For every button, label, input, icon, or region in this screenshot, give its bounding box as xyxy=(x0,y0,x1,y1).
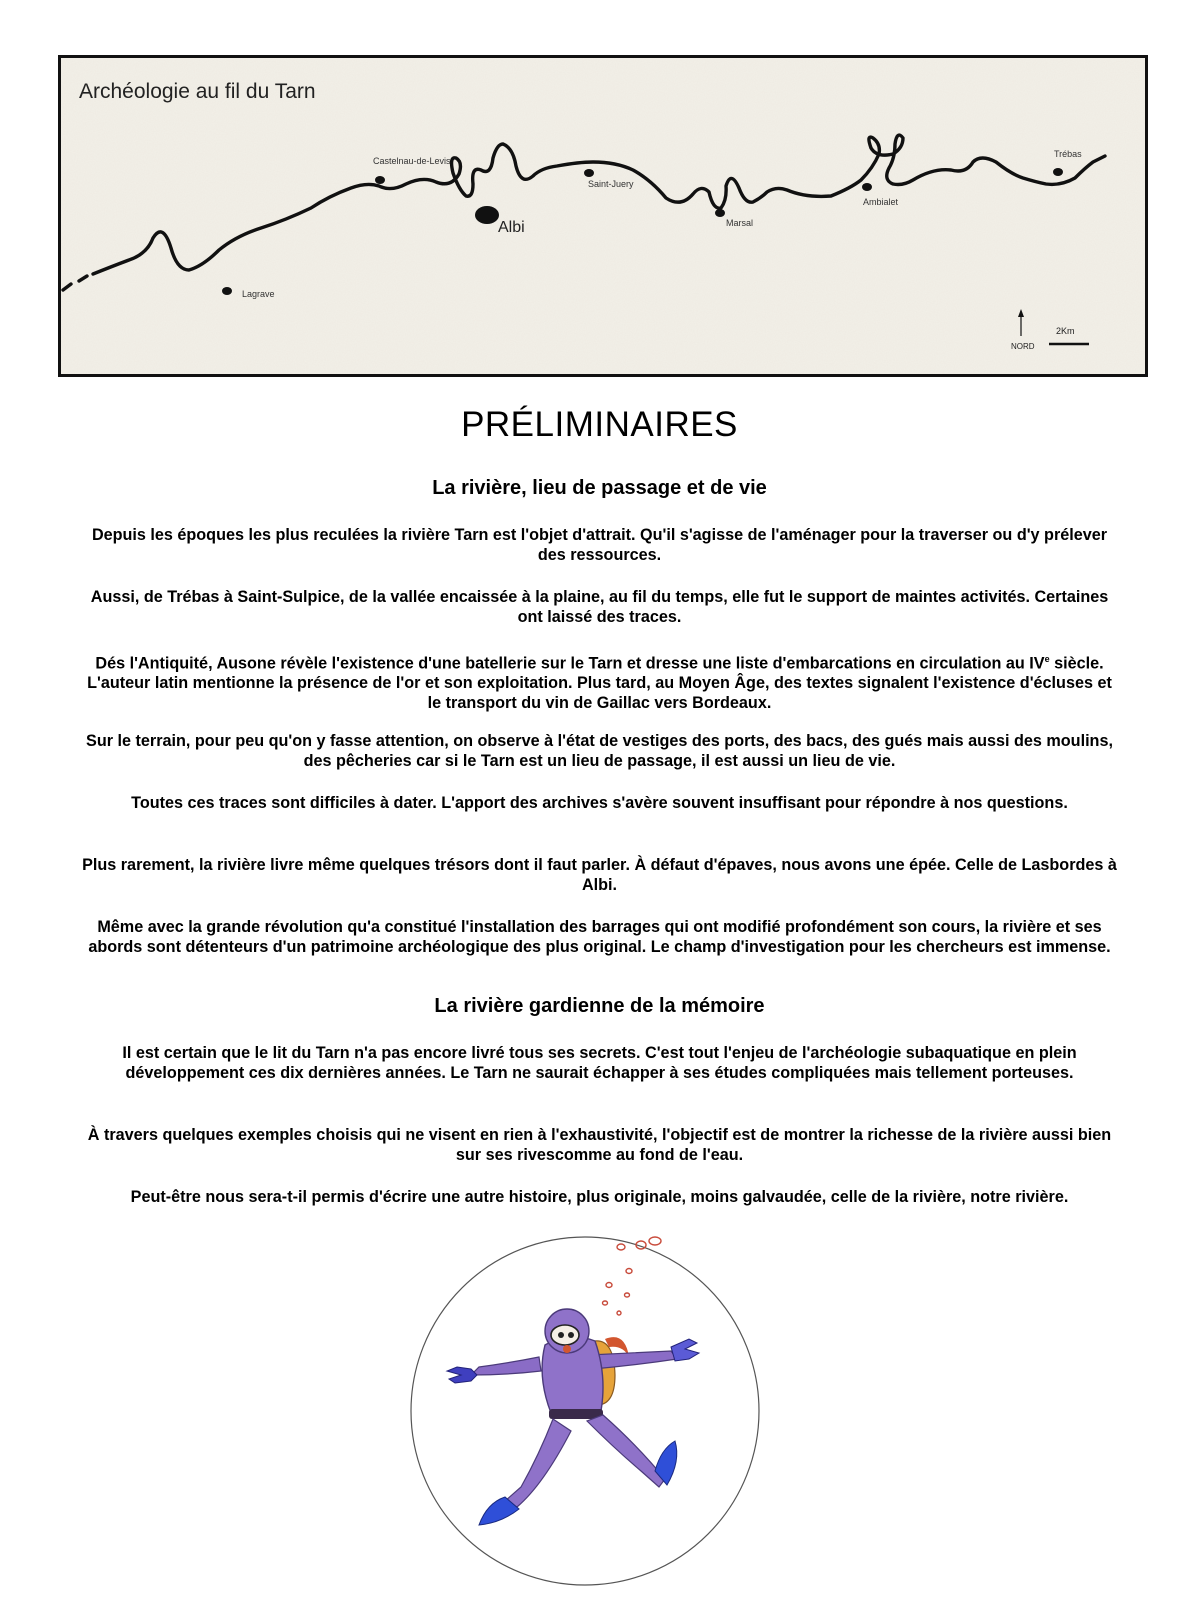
page-title: PRÉLIMINAIRES xyxy=(461,405,738,444)
left-eye xyxy=(558,1332,564,1338)
paragraph-traces: Toutes ces traces sont difficiles à dater. L'apport des archives s'avère souvent insuffisant pour répondre à nos questions. xyxy=(131,794,1068,812)
paragraph-histoire: Peut-être nous sera-t-il permis d'écrire une autre histoire, plus originale, moins galvaudée, celle de la rivière, notre rivière. xyxy=(130,1188,1069,1206)
place-label-albi: Albi xyxy=(498,219,525,236)
paragraph-antiquite-part1: Dés l'Antiquité, Ausone révèle l'existence d'une batellerie sur le Tarn et dresse une liste d'embarcations en circulation au IV xyxy=(95,654,1045,673)
map-drawing xyxy=(61,58,1145,374)
diver-illustration xyxy=(409,1235,761,1587)
section-heading-memoire: La rivière gardienne de la mémoire xyxy=(434,995,765,1017)
paragraph-antiquite xyxy=(80,649,1119,713)
town-marker-lagrave xyxy=(222,287,232,295)
town-marker-castelnau xyxy=(375,176,385,184)
century-superscript: e xyxy=(1044,654,1050,664)
place-label-saint-juery: Saint-Juery xyxy=(588,179,634,189)
section-heading-passage: La rivière, lieu de passage et de vie xyxy=(432,477,767,499)
paragraph-secrets: Il est certain que le lit du Tarn n'a pas encore livré tous ses secrets. C'est tout l'enjeu de l'archéologie subaquatique en plein développement ces dix dernières années. Le Tarn ne saurait échapper à ses études compliquées mais tellement porteuses. xyxy=(122,1044,1077,1082)
place-label-castelnau: Castelnau-de-Levis xyxy=(373,156,451,166)
scale-label: 2Km xyxy=(1056,326,1075,336)
right-eye xyxy=(568,1332,574,1338)
town-marker-saint-juery xyxy=(584,169,594,177)
map-of-tarn xyxy=(58,55,1148,377)
paragraph-tresors: Plus rarement, la rivière livre même quelques trésors dont il faut parler. À défaut d'épaves, nous avons une épée. Celle de Lasbordes à Albi. xyxy=(82,856,1117,894)
paragraph-antiquite-part2: siècle. L'auteur latin mentionne la présence de l'or et son exploitation. Plus tard, au Moyen Âge, des textes signalent l'existence d'écluses et le transport du vin de Gaillac vers Bordeaux. xyxy=(87,654,1112,713)
dive-mask-icon xyxy=(551,1325,579,1345)
paper-texture xyxy=(61,58,1145,374)
paragraph-trebas: Aussi, de Trébas à Saint-Sulpice, de la vallée encaissée à la plaine, au fil du temps, elle fut le support de maintes activités. Certaines ont laissé des traces. xyxy=(90,588,1109,626)
paragraph-terrain: Sur le terrain, pour peu qu'on y fasse attention, on observe à l'état de vestiges des ports, des bacs, des gués mais aussi des moulins, des pêcheries car si le Tarn est un lieu de passage, il est aussi un lieu de vie. xyxy=(86,732,1113,770)
place-label-trebas: Trébas xyxy=(1054,149,1082,159)
town-marker-marsal xyxy=(715,209,725,217)
paragraph-barrages: Même avec la grande révolution qu'a constitué l'installation des barrages qui ont modifié profondément son cours, la rivière et ses abords sont détenteurs d'un patrimoine archéologique des plus original. Le champ d'investigation pour les chercheurs est immense. xyxy=(88,918,1111,956)
town-marker-albi xyxy=(475,206,499,224)
place-label-marsal: Marsal xyxy=(726,218,754,228)
mouthpiece xyxy=(563,1345,571,1353)
north-label: NORD xyxy=(1011,342,1035,351)
town-marker-ambialet xyxy=(862,183,872,191)
town-marker-trebas xyxy=(1053,168,1063,176)
map-title: Archéologie au fil du Tarn xyxy=(79,80,316,103)
paragraph-attrait: Depuis les époques les plus reculées la rivière Tarn est l'objet d'attrait. Qu'il s'agisse de l'aménager pour la traverser ou d'y prélever des ressources. xyxy=(91,526,1108,564)
place-label-ambialet: Ambialet xyxy=(863,197,899,207)
paragraph-exemples: À travers quelques exemples choisis qui ne visent en rien à l'exhaustivité, l'objectif est de montrer la richesse de la rivière aussi bien sur ses rivescomme au fond de l'eau. xyxy=(87,1126,1112,1164)
place-label-lagrave: Lagrave xyxy=(242,289,275,299)
